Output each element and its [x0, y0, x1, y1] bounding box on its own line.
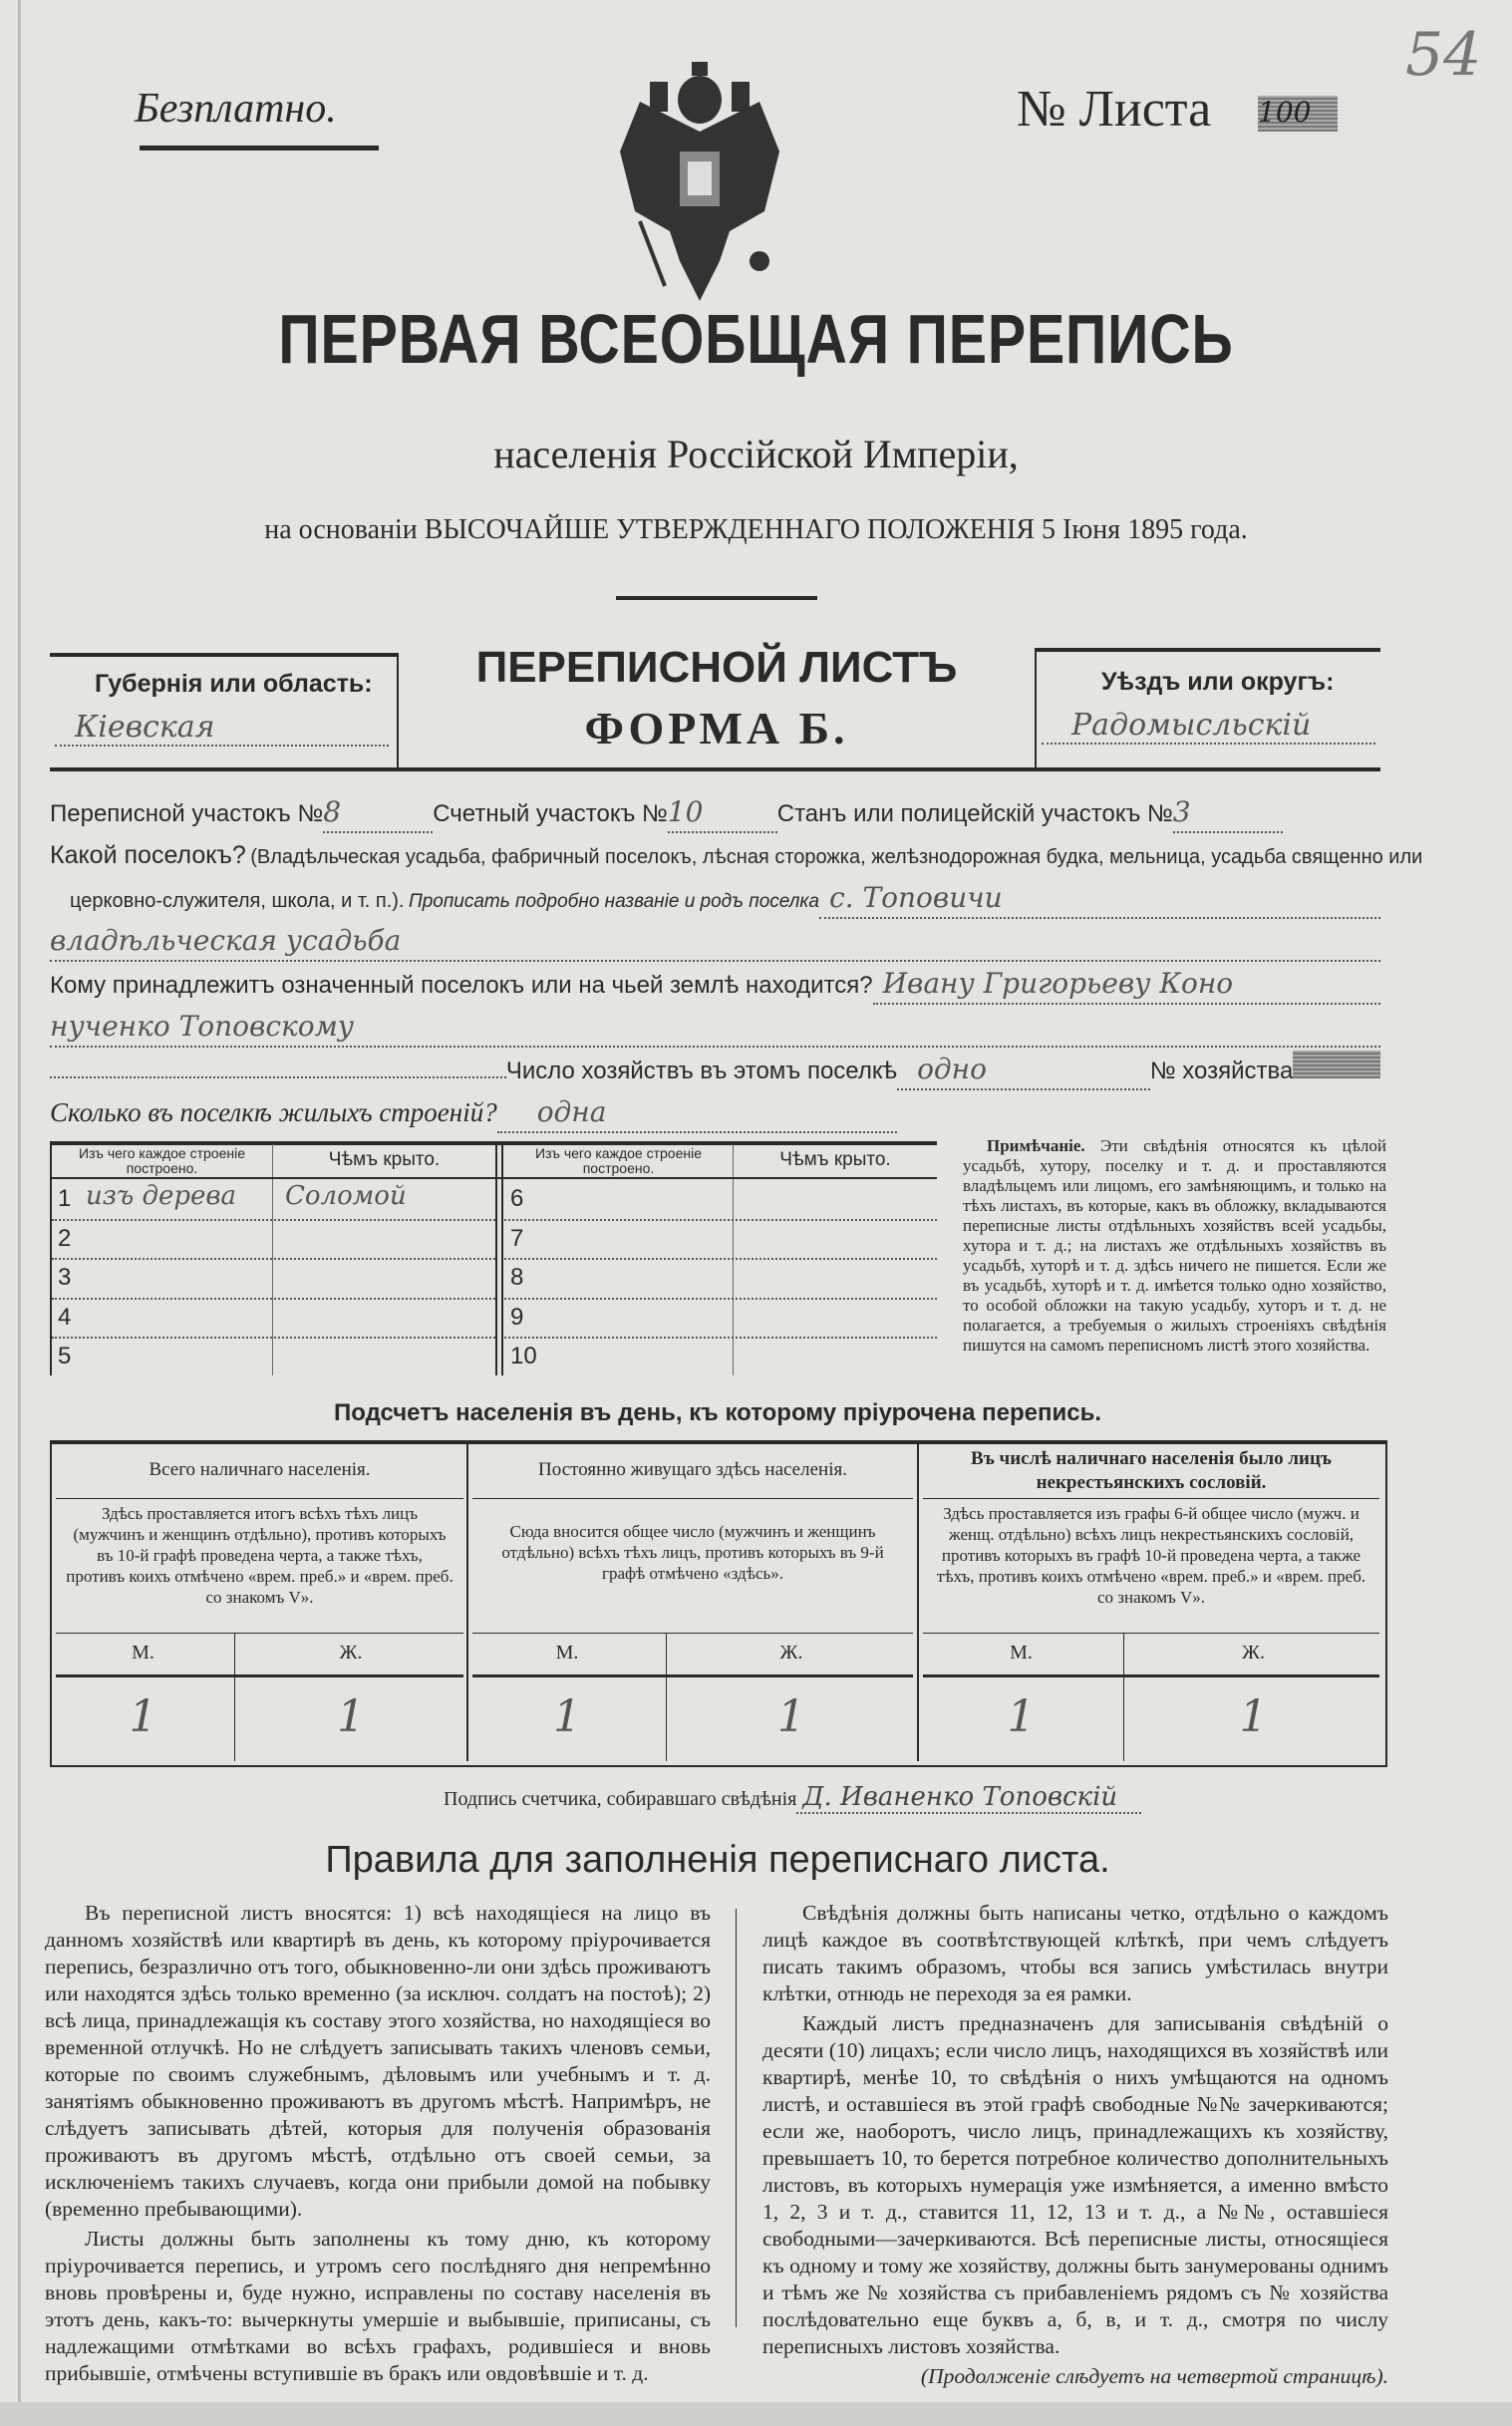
free-label: Безплатно. [135, 86, 337, 132]
col-roof-header: Чѣмъ крыто. [779, 1149, 891, 1170]
row-divider [52, 1258, 495, 1260]
free-underline [140, 146, 379, 151]
owner-label: Кому принадлежитъ означенный поселокъ или на чьей землѣ находится? [50, 972, 873, 999]
row-rule [56, 1498, 463, 1499]
male-label: М. [132, 1642, 154, 1664]
form-title: ПЕРЕПИСНОЙ ЛИСТЪ [475, 643, 958, 692]
row-number: 8 [510, 1264, 524, 1291]
double-headed-eagle-icon [610, 62, 789, 301]
row-number: 4 [58, 1303, 72, 1331]
summary-column-description: Здѣсь проставляется итогъ всѣхъ тѣхъ лицъ (мужчинъ и женщинъ отдѣльно), противъ которыхъ въ 10-й графѣ проведена черта, а также тѣхъ, противъ коихъ отмѣчено «врем. преб.» и «врем. преб. со знакомъ V». [66, 1504, 454, 1607]
police-district-label: Станъ или полицейскій участокъ № [776, 800, 1173, 827]
row-rule [923, 1498, 1379, 1499]
summary-column-description: Сюда вносится общее число (мужчинъ и женщинъ отдѣльно) всѣхъ тѣхъ лицъ, противъ которыхъ въ 9-й графѣ отмѣчено «здѣсь». [501, 1522, 884, 1583]
box-rule [1035, 648, 1037, 767]
row-rule [472, 1498, 913, 1499]
settlement-value: с. Топовичи [819, 879, 1380, 919]
settlement-hint: церковно-служителя, школа, и т. п.). [70, 890, 405, 912]
archive-number: 54 [1405, 20, 1482, 90]
col-roof-header: Чѣмъ крыто. [328, 1149, 441, 1170]
settlement-hint: (Владѣльческая усадьба, фабричный поселокъ, лѣсная сторожка, желѣзнодорожная будка, мельница, усадьба священно или [250, 846, 1423, 868]
owner-line [50, 965, 1380, 1003]
rules-paragraph: Въ переписной листъ вносятся: 1) всѣ находящіеся на лицо въ данномъ хозяйствѣ или квартирѣ въ день, къ которому пріурочивается перепись, безразлично отъ того, обыкновенно-ли они здѣсь проживаютъ или находятся здѣсь только временно (за исключ. солдатъ на постоѣ); 2) всѣ лица, принадлежащія къ составу этого хозяйства, но находящіеся во временной отлучкѣ. Но не слѣдуетъ записывать такихъ членовъ семьи, которые по своимъ служебнымъ, дѣловымъ или учебнымъ и т. д. занятіямъ обыкновенно проживаютъ въ другомъ мѣстѣ. Напримѣръ, не слѣдуетъ записывать дѣтей, которыя для полученія образованія проживаютъ въ другомъ мѣстѣ, отдѣльно отъ своей семьи, за исключеніемъ такихъ случаевъ, когда они прибыли домой на побывку (временно пребывающими). [45, 1901, 711, 2221]
row-divider [504, 1258, 937, 1260]
row-number: 3 [58, 1264, 72, 1291]
subtitle: населенія Россійской Имперіи, [493, 432, 1019, 476]
note-text: Эти свѣдѣнія относятся къ цѣлой усадьбѣ, хутору, поселку и т. д. и проставляются владѣльцемъ или лицомъ, его замѣняющимъ, и только на тѣхъ листахъ, въ которые, какъ въ обложку, вкладываются переписные листы отдѣльныхъ хозяйствъ всей усадьбы, хутора и т. д.; на листахъ же отдѣльныхъ хозяйствъ въ усадьбѣ, хуторѣ и т. д. здѣсь ничего не пишется. Если же въ усадьбѣ, хуторѣ и т. д. имѣется только одно хозяйство, то особой обложки на такую усадьбу, хуторъ и т. д. не полагается, а требуемыя о жилыхъ строеніяхъ свѣдѣнія пишутся на самомъ переписномъ листѣ этого хозяйства. [963, 1136, 1386, 1355]
row-rule [923, 1633, 1379, 1634]
signature-label: Подпись счетчика, собиравшаго свѣдѣнія [444, 1788, 797, 1810]
row-divider [504, 1298, 937, 1300]
census-district-value: 8 [323, 793, 433, 833]
rules-right-column [762, 1900, 1388, 2393]
row-divider [52, 1219, 495, 1221]
male-count: 1 [1007, 1691, 1036, 1742]
female-count: 1 [1239, 1691, 1268, 1742]
settlement-label: Какой поселокъ? [50, 841, 246, 869]
page-title: ПЕРВАЯ ВСЕОБЩАЯ ПЕРЕПИСЬ [278, 300, 1234, 378]
row-number: 9 [510, 1303, 524, 1331]
note [963, 1136, 1386, 1356]
row-rule [56, 1674, 463, 1677]
count-district-label: Счетный участокъ № [433, 800, 668, 827]
male-count: 1 [129, 1691, 157, 1742]
households-line [50, 1051, 1380, 1088]
household-no-label: № хозяйства [1149, 1058, 1294, 1084]
row-number: 10 [510, 1343, 537, 1369]
row-divider [52, 1298, 495, 1300]
rules-paragraph: Каждый листъ предназначенъ для записыванія свѣдѣній о десяти (10) лицахъ; если число лицъ, находящихся въ хозяйствѣ или квартирѣ, менѣе 10, то свѣдѣнія о нихъ умѣщаются на одномъ листѣ, и оставшіеся въ этой графѣ свободные №№ зачеркиваются; если же, наоборотъ, число лицъ, принадлежащихъ къ хозяйству, превышаетъ 10, то берется потребное количество дополнительныхъ листовъ, въ которыхъ нумерація уже измѣняется, а именно вмѣсто 1, 2, 3 и т. д., ставится 11, 12, 13 и т. д., а №№, оставшіеся свободными—зачеркиваются. Всѣ переписные листы, относящіеся къ одному и тому же хозяйству, должны быть занумерованы однимъ и тѣмъ же № хозяйства съ прибавленіемъ рядомъ съ № хозяйства послѣдовательно еще буквъ а, б, в, и т. д., смотря по числу переписныхъ листовъ хозяйства. [762, 2011, 1388, 2358]
settlement-instruction: Прописать подробно названіе и родъ поселка [408, 891, 819, 912]
female-label: Ж. [779, 1642, 803, 1664]
households-value: одно [897, 1051, 1150, 1090]
male-count: 1 [553, 1691, 581, 1742]
province-label: Губернія или область: [95, 670, 373, 698]
female-count: 1 [337, 1691, 365, 1742]
female-label: Ж. [1242, 1642, 1265, 1664]
divider [616, 596, 817, 600]
row-divider [504, 1219, 937, 1221]
row-rule [472, 1633, 913, 1634]
rules-title: Правила для заполненія переписнаго листа. [325, 1839, 1110, 1881]
form-subtitle: ФОРМА Б. [584, 703, 849, 754]
row-rule [472, 1674, 913, 1677]
summary-column-header: Постоянно живущаго здѣсь населенія. [538, 1459, 847, 1480]
settlement-value-2: владѣльческая усадьба [50, 922, 1380, 962]
households-label: Число хозяйствъ въ этомъ поселкѣ [505, 1058, 898, 1084]
owner-value: Ивану Григорьеву Коно [873, 965, 1380, 1005]
male-label: М. [1010, 1642, 1033, 1664]
legal-basis: на основаніи ВЫСОЧАЙШЕ УТВЕРЖДЕННАГО ПОЛОЖЕНІЯ 5 Іюня 1895 года. [264, 514, 1248, 545]
count-district-value: 10 [668, 793, 777, 833]
province-value: Кіевская [55, 710, 389, 747]
summary-column-header: Всего наличнаго населенія. [149, 1459, 371, 1480]
row-rule [56, 1633, 463, 1634]
col-material-header: Изъ чего каждое строеніе построено. [535, 1145, 702, 1176]
household-no-redacted [1293, 1051, 1380, 1078]
female-count: 1 [777, 1691, 805, 1742]
row-rule [923, 1674, 1379, 1677]
row-divider [504, 1337, 937, 1339]
settlement-line-3 [50, 922, 1380, 960]
buildings-value: одна [497, 1093, 897, 1133]
row-number: 6 [510, 1185, 524, 1212]
summary-title: Подсчетъ населенія въ день, къ которому пріурочена перепись. [334, 1399, 1101, 1426]
box-rule [50, 767, 1380, 771]
material-value: изъ дерева [86, 1181, 237, 1211]
male-label: М. [555, 1642, 579, 1664]
table-rule [50, 1177, 937, 1179]
leader-dots [50, 1076, 506, 1078]
settlement-line [50, 836, 1423, 874]
owner-line-2 [50, 1008, 1380, 1046]
summary-column-description: Здѣсь проставляется изъ графы 6-й общее число (мужч. и женщ. отдѣльно) всѣхъ лицъ некрестьянскихъ сословій, противъ которыхъ въ графѣ 10-й проведена черта, а также тѣхъ, противъ коихъ отмѣчено «врем. преб.» и «врем. преб. со знакомъ V». [936, 1504, 1366, 1607]
buildings-line [50, 1093, 897, 1131]
page-edge [18, 0, 21, 2426]
row-number: 7 [510, 1224, 524, 1252]
rules-left-column [45, 1900, 711, 2390]
roof-value: Соломой [285, 1181, 407, 1211]
sheet-number-label: № Листа [1017, 81, 1212, 138]
rules-continued: (Продолженіе слѣдуетъ на четвертой страницѣ). [920, 2364, 1388, 2388]
summary-column-header: Въ числѣ наличнаго населенія было лицъ некрестьянскихъ сословій. [971, 1448, 1332, 1493]
census-district-label: Переписной участокъ № [50, 800, 324, 827]
owner-value-2: нученко Топовскому [50, 1008, 1380, 1048]
rules-paragraph: Листы должны быть заполнены къ тому дню, къ которому пріурочивается перепись, и утромъ сего послѣдняго дня непремѣнно вновь провѣрены и, буде нужно, исправлены по составу населенія въ этотъ день, какъ-то: вычеркнуты умершіе и выбывшіе, приписаны, съ надлежащими отмѣтками во всѣхъ графахъ, родившіеся и вновь прибывшіе, отмѣчены вступившіе въ бракъ или овдовѣвшіе и т. д. [45, 2227, 711, 2385]
note-title: Примѣчаніе. [987, 1136, 1085, 1155]
district-label: Уѣздъ или округъ: [1101, 668, 1335, 696]
column-divider [736, 1909, 737, 2327]
page-bottom [0, 2402, 1512, 2426]
row-number: 1 [58, 1185, 72, 1212]
buildings-label: Сколько въ поселкѣ жилыхъ строеній? [50, 1097, 497, 1127]
row-number: 2 [58, 1224, 72, 1252]
female-label: Ж. [339, 1642, 363, 1664]
signature-line [444, 1782, 1141, 1814]
signature-value: Д. Иваненко Топовскій [796, 1782, 1141, 1814]
district-value: Радомысльскій [1042, 708, 1375, 745]
box-rule [1037, 648, 1380, 652]
district-line [50, 793, 1380, 831]
row-divider [52, 1337, 495, 1339]
row-number: 5 [58, 1343, 72, 1369]
police-district-value: 3 [1173, 793, 1283, 833]
settlement-line-2 [70, 879, 1380, 917]
sheet-number-value: 100 [1258, 96, 1338, 132]
col-material-header: Изъ чего каждое строеніе построено. [79, 1145, 245, 1176]
box-rule [50, 653, 399, 657]
rules-paragraph: Свѣдѣнія должны быть написаны четко, отдѣльно о каждомъ лицѣ каждое въ соотвѣтствующей клѣткѣ, при чемъ слѣдуетъ писать такимъ образомъ, чтобы вся запись умѣстилась внутри клѣтки, отнюдь не переходя за ея рамки. [762, 1901, 1388, 2005]
